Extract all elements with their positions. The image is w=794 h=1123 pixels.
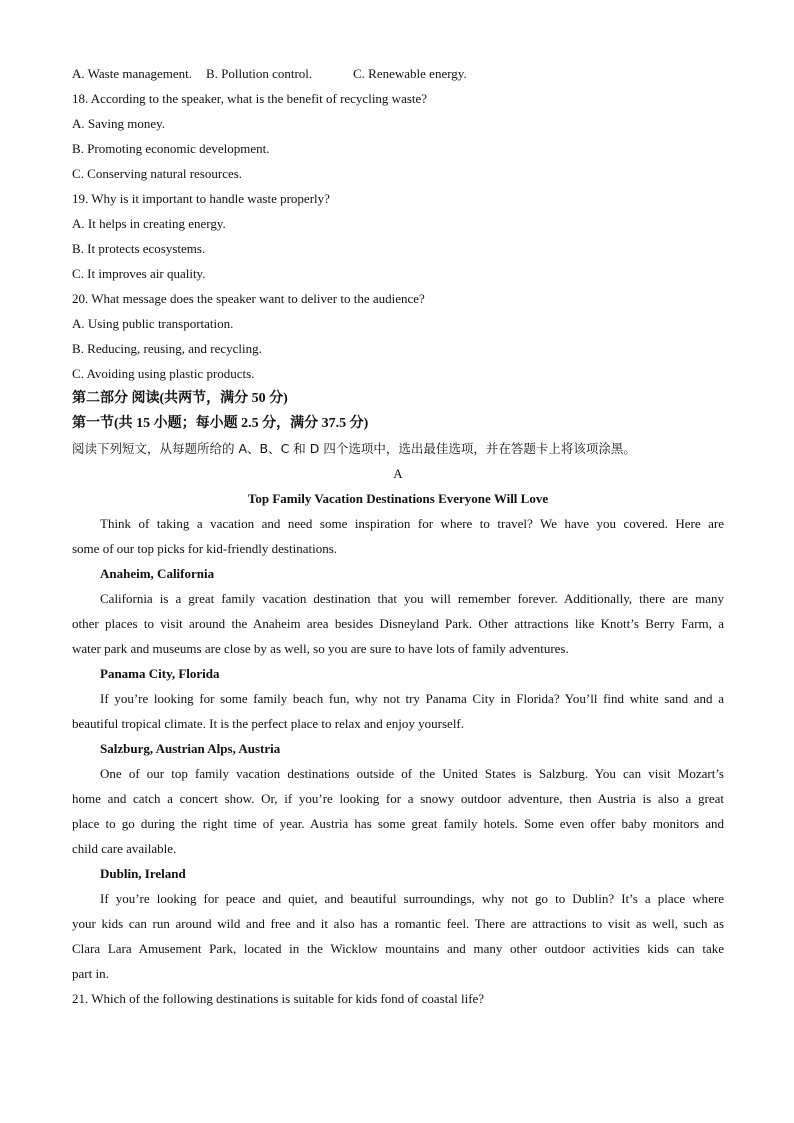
intro-line-1: Think of taking a vacation and need some inspiration for where to travel? We have you covered. Here are — [100, 516, 724, 531]
destination-heading-anaheim: Anaheim, California — [100, 566, 215, 581]
q19-option-b: B. It protects ecosystems. — [72, 241, 206, 256]
passage-label: A — [393, 466, 403, 481]
destination-heading-salzburg: Salzburg, Austrian Alps, Austria — [100, 741, 281, 756]
q19-option-a: A. It helps in creating energy. — [72, 216, 226, 231]
dublin-line-2: your kids can run around wild and free and it also has a romantic feel. There are attractions to visit as well, such as — [72, 916, 724, 931]
dublin-line-4: part in. — [72, 966, 109, 981]
salzburg-line-3: place to go during the right time of year. Austria has some great family hotels. Some even offer baby monitors and — [72, 816, 724, 831]
q17-option-c: C. Renewable energy. — [353, 66, 467, 81]
panama-line-2: beautiful tropical climate. It is the perfect place to relax and enjoy yourself. — [72, 716, 465, 731]
section1-heading: 第一节(共 15 小题；每小题 2.5 分，满分 37.5 分) — [72, 416, 369, 431]
anaheim-line-2: other places to visit around the Anaheim area besides Disneyland Park. Other attractions like Knott’s Berry Farm, a — [72, 616, 724, 631]
exam-page — [72, 61, 724, 1011]
q18-stem: 18. According to the speaker, what is the benefit of recycling waste? — [72, 91, 428, 106]
destination-heading-dublin: Dublin, Ireland — [100, 866, 186, 881]
q21-stem: 21. Which of the following destinations is suitable for kids fond of coastal life? — [72, 991, 485, 1006]
anaheim-line-3: water park and museums are close by as well, so you are sure to have lots of family adventures. — [72, 641, 569, 656]
q19-option-c: C. It improves air quality. — [72, 266, 206, 281]
salzburg-line-1: One of our top family vacation destinations outside of the United States is Salzburg. You can visit Mozart’s — [100, 766, 724, 781]
anaheim-line-1: California is a great family vacation destination that you will remember forever. Additionally, there are many — [100, 591, 724, 606]
q18-option-b: B. Promoting economic development. — [72, 141, 270, 156]
panama-line-1: If you’re looking for some family beach fun, why not try Panama City in Florida? You’ll find white sand and a — [100, 691, 724, 706]
q18-option-c: C. Conserving natural resources. — [72, 166, 243, 181]
dublin-line-1: If you’re looking for peace and quiet, and beautiful surroundings, why not go to Dublin? It’s a place where — [100, 891, 724, 906]
intro-line-2: some of our top picks for kid-friendly destinations. — [72, 541, 338, 556]
q17-option-a: A. Waste management. — [72, 66, 193, 81]
salzburg-line-4: child care available. — [72, 841, 177, 856]
salzburg-line-2: home and catch a concert show. Or, if you’re looking for a snowy outdoor adventure, then Austria is also a great — [72, 791, 724, 806]
q19-stem: 19. Why is it important to handle waste properly? — [72, 191, 330, 206]
q18-option-a: A. Saving money. — [72, 116, 166, 131]
q20-stem: 20. What message does the speaker want to deliver to the audience? — [72, 291, 425, 306]
dublin-line-3: Clara Lara Amusement Park, located in the Wicklow mountains and many other outdoor activities kids can take — [72, 941, 724, 956]
destination-heading-panama-city: Panama City, Florida — [100, 666, 220, 681]
part2-heading: 第二部分 阅读(共两节，满分 50 分) — [72, 391, 288, 406]
passage-title: Top Family Vacation Destinations Everyone Will Love — [247, 491, 549, 506]
q20-option-c: C. Avoiding using plastic products. — [72, 366, 255, 381]
q17-options — [72, 61, 724, 86]
reading-instructions: 阅读下列短文，从每题所给的 A、B、C 和 D 四个选项中，选出最佳选项，并在答题卡上将该项涂黑。 — [72, 441, 636, 456]
q17-option-b: B. Pollution control. — [206, 66, 313, 81]
q20-option-b: B. Reducing, reusing, and recycling. — [72, 341, 262, 356]
q20-option-a: A. Using public transportation. — [72, 316, 234, 331]
